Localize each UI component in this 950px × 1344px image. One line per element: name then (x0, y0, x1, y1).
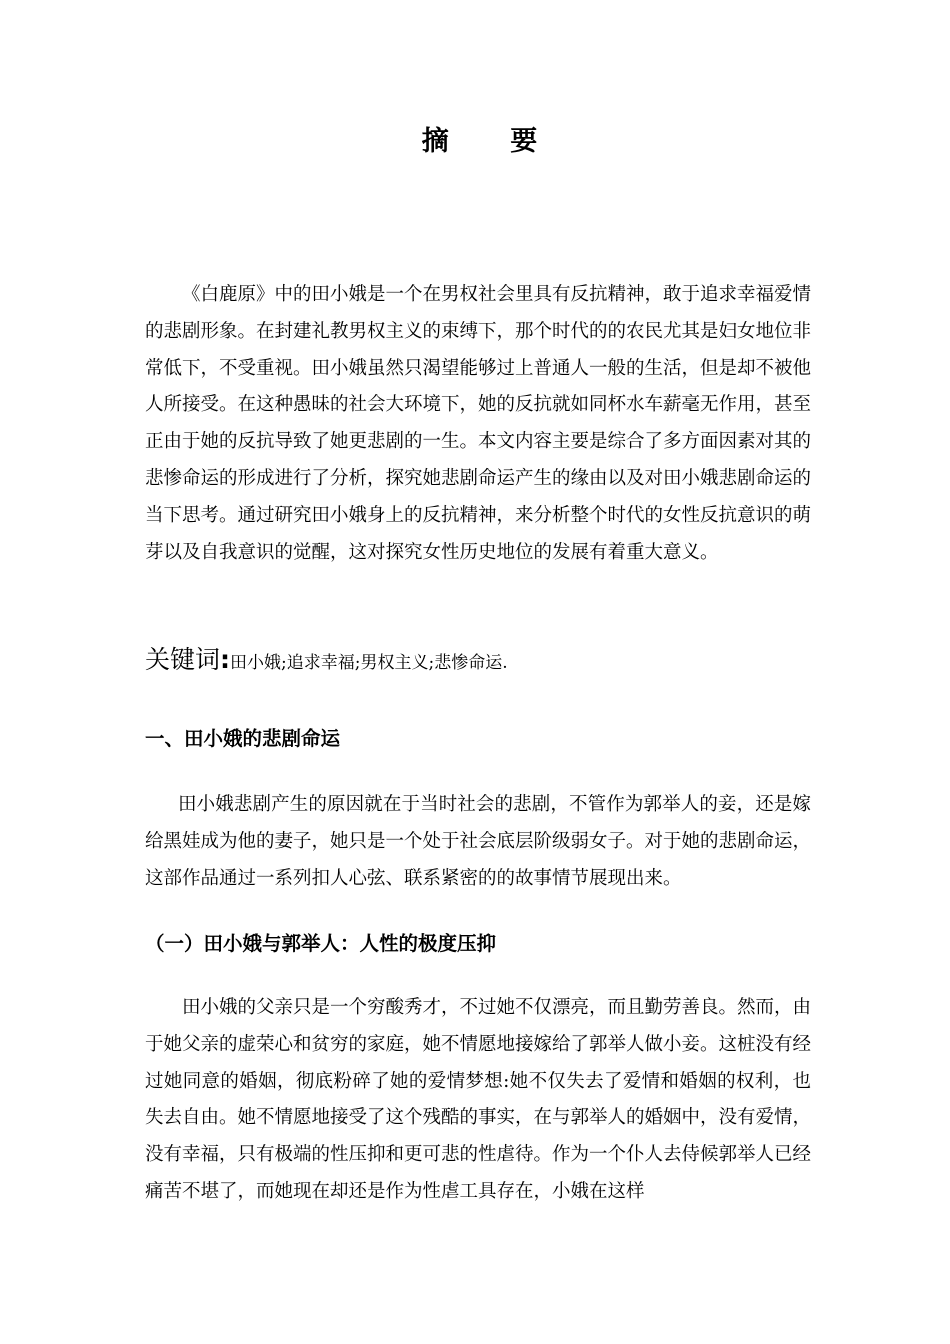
page-title: 摘 要 (421, 126, 564, 157)
subsection-1-paragraph: 田小娥的父亲只是一个穷酸秀才，不过她不仅漂亮，而且勤劳善良。然而，由于她父亲的虚荣心和贫穷的家庭，她不情愿地接嫁给了郭举人做小妾。这桩没有经过她同意的婚姻，彻底粉碎了她的爱情梦想:她不仅失去了爱情和婚姻的权利，也失去自由。她不情愿地接受了这个残酷的事实，在与郭举人的婚姻中，没有爱情，没有幸福，只有极端的性压抑和更可悲的性虐待。作为一个仆人去侍候郭举人已经痛苦不堪了，而她现在却还是作为性虐工具存在，小娥在这样 (145, 997, 812, 1202)
keywords-label: 关键词 (145, 645, 221, 674)
subsection-1-heading: （一）田小娥与郭举人：人性的极度压抑 (145, 932, 497, 955)
keywords-text: 田小娥;追求幸福;男权主义;悲惨命运. (230, 653, 508, 673)
keywords-line (145, 640, 811, 683)
section-1-heading: 一、田小娥的悲剧命运 (145, 727, 341, 750)
section-1-paragraph: 田小娥悲剧产生的原因就在于当时社会的悲剧，不管作为郭举人的妾，还是嫁给黑娃成为他的妻子，她只是一个处于社会底层阶级弱女子。对于她的悲剧命运，这部作品通过一系列扣人心弦、联系紧密的的故事情节展现出来。 (145, 794, 812, 889)
abstract-paragraph: 《白鹿原》中的田小娥是一个在男权社会里具有反抗精神，敢于追求幸福爱情的悲剧形象。在封建礼教男权主义的束缚下，那个时代的的农民尤其是妇女地位非常低下，不受重视。田小娥虽然只渴望能够过上普通人一般的生活，但是却不被他人所接受。在这种愚昧的社会大环境下，她的反抗就如同杯水车薪毫无作用，甚至正由于她的反抗导致了她更悲剧的一生。本文内容主要是综合了多方面因素对其的悲惨命运的形成进行了分析，探究她悲剧命运产生的缘由以及对田小娥悲剧命运的当下思考。通过研究田小娥身上的反抗精神，来分析整个时代的女性反抗意识的萌芽以及自我意识的觉醒，这对探究女性历史地位的发展有着重大意义。 (145, 284, 812, 563)
keywords-colon: : (220, 645, 231, 674)
